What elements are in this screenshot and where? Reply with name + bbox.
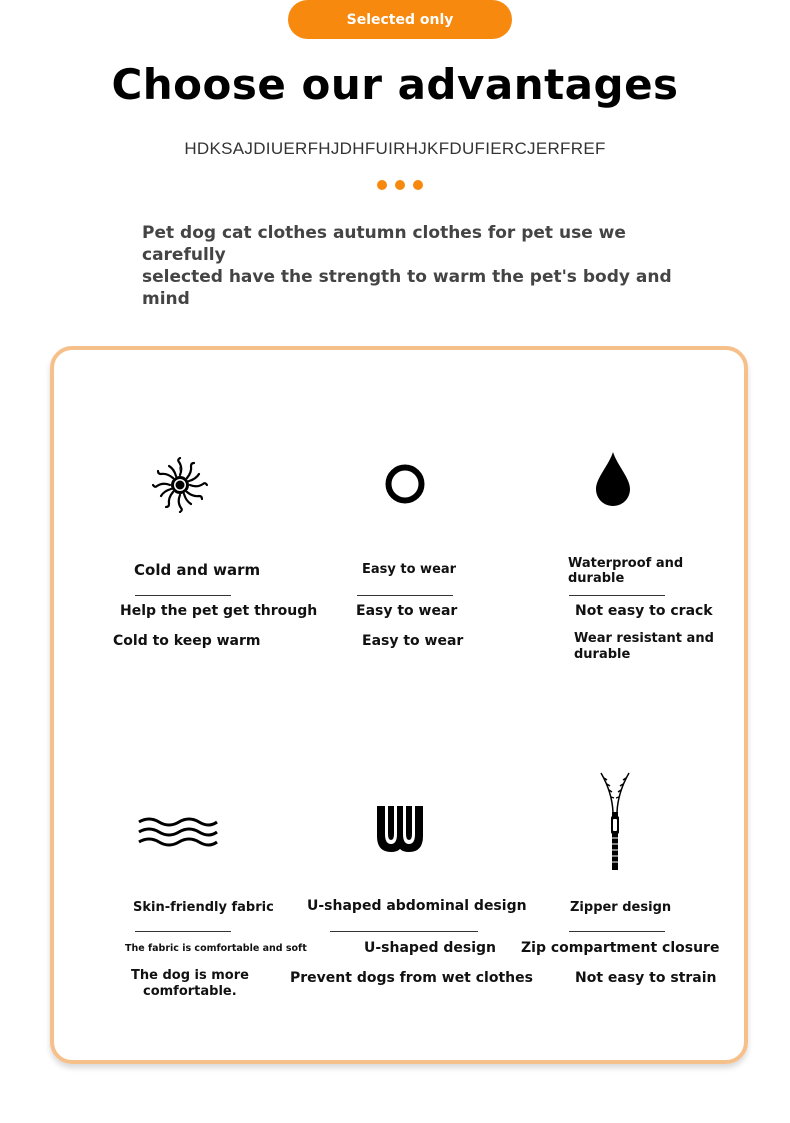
warm-divider xyxy=(135,595,231,596)
warm-line-2: Cold to keep warm xyxy=(113,633,261,649)
waterproof-title-1: Waterproof and xyxy=(568,556,684,571)
sun-icon xyxy=(152,457,208,513)
waterproof-divider xyxy=(569,595,665,596)
decorative-dots xyxy=(377,180,425,190)
waterproof-line-2b: durable xyxy=(574,647,631,662)
wear-line-1: Easy to wear xyxy=(356,603,458,619)
u-shape-icon xyxy=(375,804,425,854)
intro-line-1: Pet dog cat clothes autumn clothes for pet use we carefully xyxy=(142,223,626,265)
ring-icon xyxy=(383,462,427,506)
advantages-panel xyxy=(50,346,748,1064)
wear-line-2: Easy to wear xyxy=(362,633,464,649)
fabric-line-2a: The dog is more xyxy=(131,968,249,983)
zipper-icon xyxy=(598,772,632,872)
waterproof-title-2: durable xyxy=(568,571,625,586)
intro-line-2: selected have the strength to warm the pet's body and mind xyxy=(142,267,672,309)
zipper-divider xyxy=(569,931,665,932)
page-title: Choose our advantages xyxy=(111,60,679,109)
fabric-line-2b: comfortable. xyxy=(143,984,237,999)
wear-divider xyxy=(357,595,453,596)
ushape-divider xyxy=(330,931,478,932)
zipper-title: Zipper design xyxy=(570,900,672,915)
fabric-line-1: The fabric is comfortable and soft xyxy=(125,943,307,954)
water-drop-icon xyxy=(595,451,631,507)
fabric-title: Skin-friendly fabric xyxy=(133,900,274,915)
wear-title: Easy to wear xyxy=(362,562,457,577)
zipper-line-2: Not easy to strain xyxy=(575,970,717,986)
ushape-title: U-shaped abdominal design xyxy=(307,898,527,914)
waterproof-line-2a: Wear resistant and xyxy=(574,631,714,646)
warm-line-1: Help the pet get through xyxy=(120,603,318,619)
fabric-divider xyxy=(135,931,231,932)
subtitle-code: HDKSAJDIUERFHJDHFUIRHJKFDUFIERCJERFREF xyxy=(184,139,606,158)
zipper-line-1: Zip compartment closure xyxy=(521,940,720,956)
waves-icon xyxy=(137,814,219,850)
ushape-line-2: Prevent dogs from wet clothes xyxy=(290,970,533,986)
ushape-line-1: U-shaped design xyxy=(364,940,496,956)
selected-only-badge: Selected only xyxy=(288,0,512,39)
waterproof-line-1: Not easy to crack xyxy=(575,603,713,619)
warm-title: Cold and warm xyxy=(134,561,261,579)
intro-text xyxy=(142,222,702,310)
